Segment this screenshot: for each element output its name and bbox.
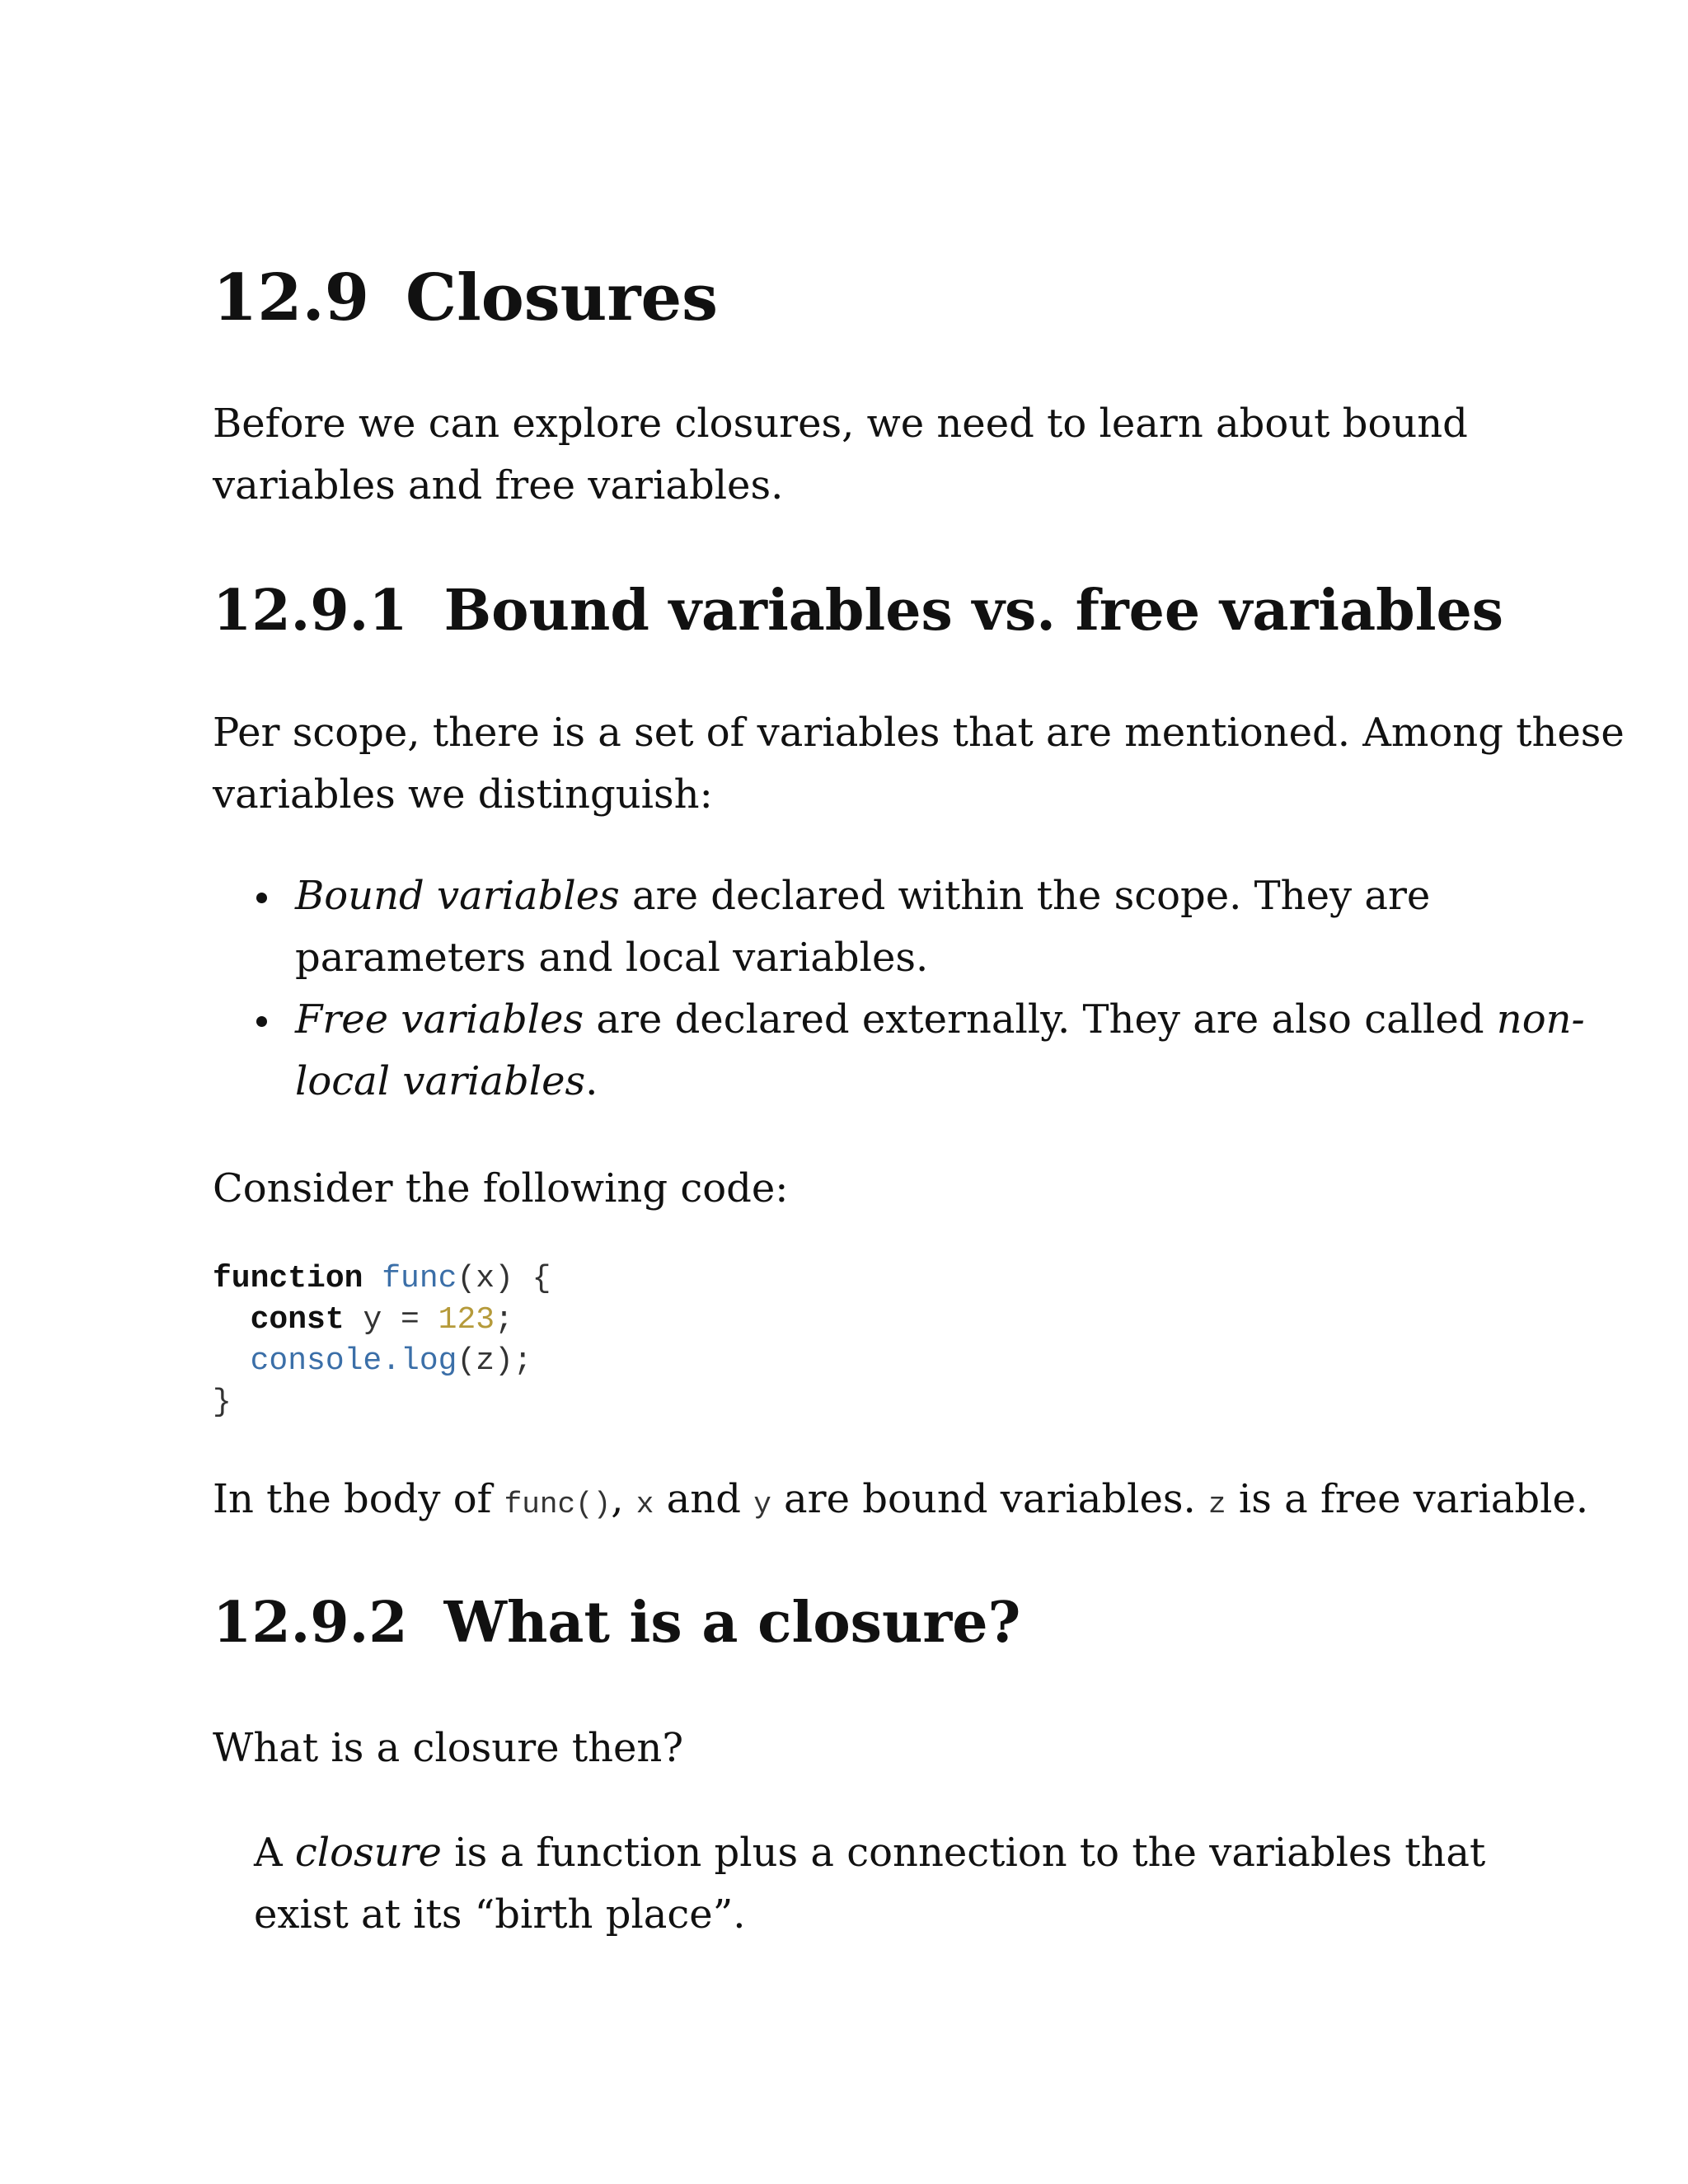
scope-line-1: Per scope, there is a set of variables that are mentioned. Among these <box>213 710 1625 756</box>
code-number-literal: 123 <box>438 1302 495 1338</box>
term-bound-variables: Bound variables <box>295 873 620 919</box>
intro-line-2: variables and free variables. <box>213 462 784 509</box>
variable-kinds-list <box>213 865 1585 1113</box>
code-block: function func(x) { const y = 123; console.log(z); } <box>213 1261 551 1420</box>
closure-definition-quote: A closure is a function plus a connection to the variables that exist at its “birth place”. <box>254 1830 1486 1938</box>
section-heading <box>213 260 718 335</box>
subsection-title: Bound variables vs. free variables <box>443 578 1504 644</box>
intro-line-1: Before we can explore closures, we need to learn about bound <box>213 401 1468 447</box>
consider-paragraph: Consider the following code: <box>213 1165 789 1212</box>
subsection-title: What is a closure? <box>443 1590 1021 1656</box>
code-keyword: const <box>250 1302 345 1338</box>
question-paragraph: What is a closure then? <box>213 1725 684 1771</box>
term-free-variables: Free variables <box>295 996 584 1043</box>
inline-code-z: z <box>1208 1488 1226 1521</box>
inline-code-x: x <box>635 1488 654 1521</box>
subsection-heading-what-is-closure <box>213 1590 1021 1656</box>
code-explanation-paragraph: In the body of func(), x and y are bound variables. z is a free variable. <box>213 1476 1589 1522</box>
code-function-name: func <box>382 1261 457 1296</box>
subsection-number: 12.9.1 <box>213 578 408 644</box>
section-title: Closures <box>405 260 718 335</box>
bullet-dot-icon <box>256 1016 267 1027</box>
inline-code-func: func() <box>504 1488 612 1521</box>
list-item: Free variables are declared externally. They are also called non- local variables. <box>213 989 1585 1113</box>
intro-paragraph <box>213 393 1498 517</box>
term-non-local-variables: local variables <box>295 1058 586 1104</box>
inline-code-y: y <box>753 1488 771 1521</box>
scope-line-2: variables we distinguish: <box>213 771 713 818</box>
bullet-dot-icon <box>256 893 267 903</box>
subsection-number: 12.9.2 <box>213 1590 408 1656</box>
scope-paragraph <box>213 702 1625 826</box>
subsection-heading-bound-free <box>213 578 1504 644</box>
code-method-call: console.log <box>250 1343 457 1379</box>
list-item: Bound variables are declared within the scope. They are parameters and local variables. <box>213 865 1585 989</box>
code-keyword: function <box>213 1261 363 1296</box>
section-number: 12.9 <box>213 260 369 335</box>
term-closure: closure <box>294 1830 442 1876</box>
